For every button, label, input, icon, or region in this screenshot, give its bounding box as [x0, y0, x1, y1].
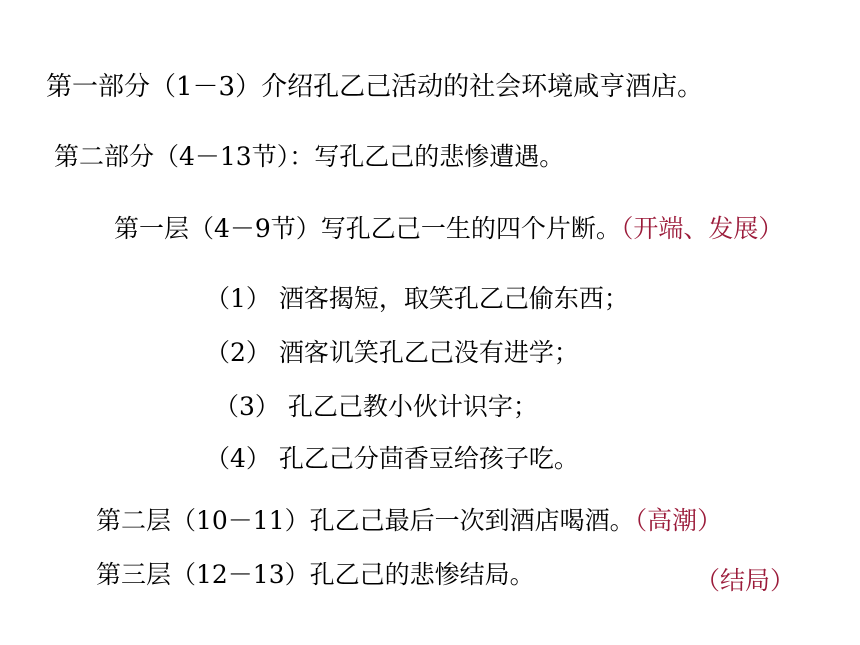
layer3-note: （结局） — [695, 566, 796, 595]
layer3-line — [96, 562, 535, 587]
layer3-text: 第三层（12－13）孔乙己的悲惨结局。 — [96, 560, 535, 589]
list-item-number: （2） — [205, 338, 271, 367]
part1-text: 第一部分（1－3）介绍孔乙己活动的社会环境咸亨酒店。 — [46, 72, 704, 102]
layer1-text: 第一层（4－9节）写孔乙己一生的四个片断。 — [114, 214, 621, 243]
layer2-text: 第二层（10－11）孔乙己最后一次到酒店喝酒。 — [96, 506, 635, 535]
list-item-3 — [214, 394, 538, 419]
layer1-line — [114, 216, 783, 241]
list-item-number: （4） — [205, 444, 271, 473]
layer1-note: （开端、发展） — [620, 214, 784, 243]
list-item-text: 孔乙己分茴香豆给孩子吃。 — [278, 444, 579, 473]
list-item-2 — [205, 340, 579, 365]
list-item-number: （1） — [205, 284, 271, 313]
list-item-4 — [205, 446, 579, 471]
list-item-number: （3） — [214, 392, 280, 421]
list-item-1 — [205, 286, 629, 311]
part2-line — [54, 144, 564, 169]
part2-text: 第二部分（4－13节）：写孔乙己的悲惨遭遇。 — [54, 142, 565, 171]
layer2-line — [96, 508, 722, 533]
part1-line — [46, 74, 703, 100]
list-item-text: 孔乙己教小伙计识字； — [287, 392, 538, 421]
list-item-text: 酒客揭短，取笑孔乙己偷东西； — [278, 284, 629, 313]
list-item-text: 酒客讥笑孔乙己没有进学； — [278, 338, 579, 367]
layer2-note: （高潮） — [634, 506, 723, 535]
